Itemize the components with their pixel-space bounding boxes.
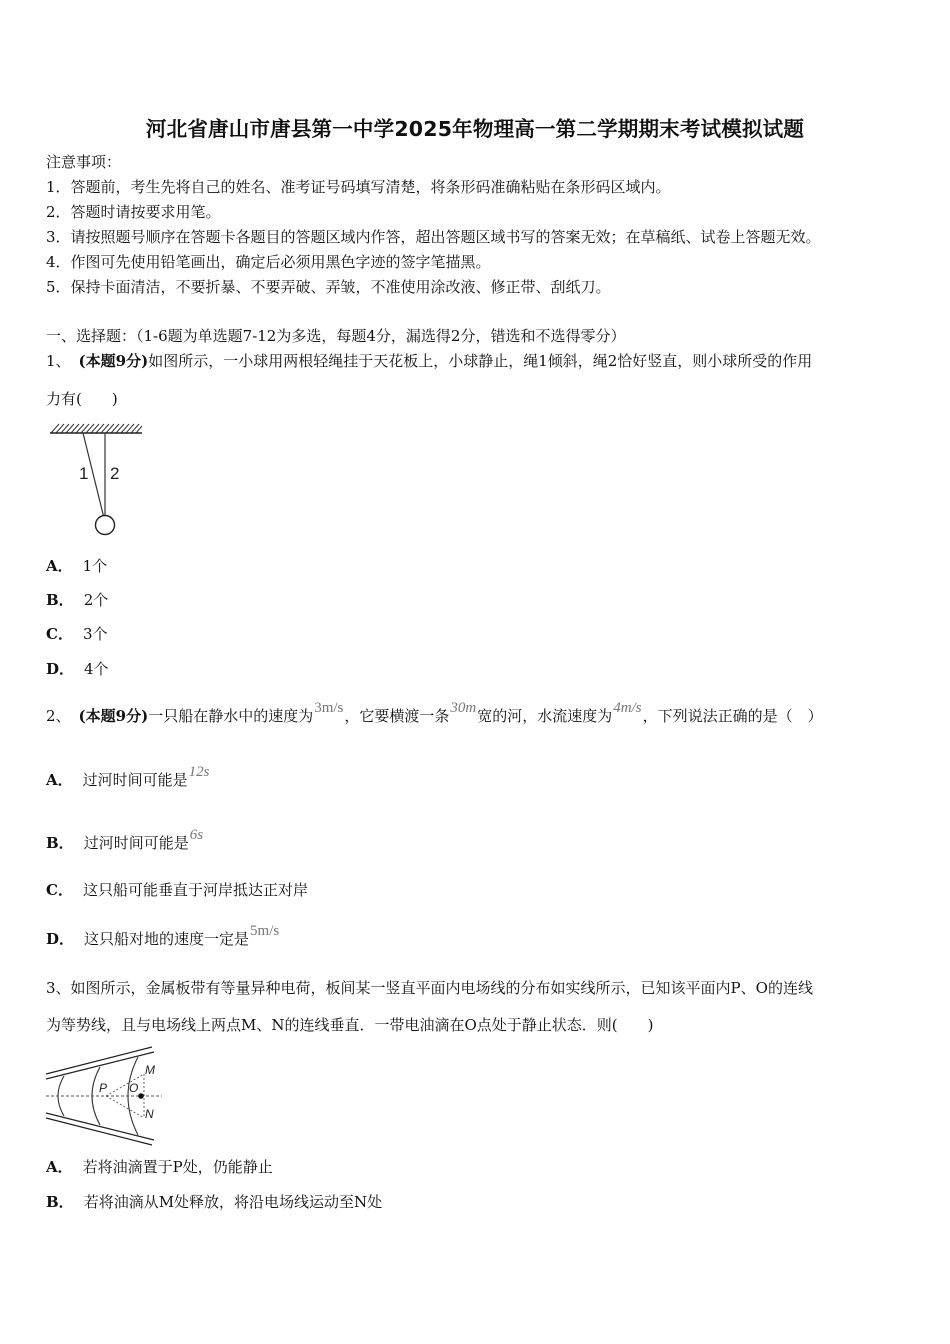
- boat-speed-formula: 3m/s: [314, 700, 344, 716]
- option-text: 2个: [83, 591, 109, 609]
- option-a[interactable]: [46, 1157, 273, 1177]
- option-label: A．: [46, 771, 73, 789]
- option-c[interactable]: [46, 880, 308, 900]
- ceiling-hatch: [50, 424, 142, 433]
- option-label: B．: [46, 591, 74, 609]
- question-score: (本题9分): [78, 707, 149, 725]
- rope-2-label: 2: [110, 464, 120, 483]
- option-text: 过河时间可能是: [83, 834, 189, 852]
- question-stem: 宽的河，水流速度为: [477, 707, 613, 725]
- option-a[interactable]: [46, 556, 107, 576]
- option-a[interactable]: [46, 764, 211, 791]
- option-label: B．: [46, 834, 74, 852]
- option-b[interactable]: [46, 827, 204, 854]
- option-label: A．: [46, 1158, 73, 1176]
- notice-item: 2．答题时请按要求用笔。: [46, 203, 221, 221]
- option-text: 1个: [82, 557, 108, 575]
- question-3-text: [46, 978, 813, 998]
- page-title: 河北省唐山市唐县第一中学2025年物理高一第二学期期末考试模拟试题: [145, 117, 805, 141]
- question-1-text: [46, 351, 812, 371]
- option-formula: 12s: [188, 764, 210, 780]
- question-stem: 如图所示，金属板带有等量异种电荷，板间某一竖直平面内电场线的分布如实线所示，已知该平面内P、O的连线: [70, 979, 813, 997]
- ball: [96, 516, 115, 535]
- option-d[interactable]: [46, 659, 109, 679]
- option-text: 过河时间可能是: [82, 771, 188, 789]
- option-label: C．: [46, 881, 73, 899]
- question-1-text-cont: 力有( ): [46, 390, 118, 408]
- option-text: 若将油滴置于P处，仍能静止: [82, 1158, 273, 1176]
- question-2-text: [46, 700, 823, 727]
- question-number: 1、: [46, 352, 71, 370]
- label-n: N: [145, 1107, 154, 1121]
- option-d[interactable]: [46, 923, 280, 950]
- q3-figure: [44, 1044, 166, 1148]
- rope-1-label: 1: [79, 464, 89, 483]
- option-text: 若将油滴从M处释放，将沿电场线运动至N处: [83, 1193, 383, 1211]
- question-score: (本题9分): [78, 352, 149, 370]
- option-label: D．: [46, 660, 75, 678]
- option-formula: 6s: [189, 827, 204, 843]
- question-stem: 如图所示，一小球用两根轻绳挂于天花板上，小球静止，绳1倾斜，绳2恰好竖直，则小球所受的作用: [148, 352, 813, 370]
- section-heading: 一、选择题：（1-6题为单选题7-12为多选，每题4分，漏选得2分，错选和不选得零分）: [46, 327, 626, 345]
- option-text: 3个: [82, 625, 108, 643]
- label-p: P: [99, 1081, 108, 1095]
- option-label: B．: [46, 1193, 74, 1211]
- question-stem: ，下列说法正确的是（ ）: [642, 707, 823, 725]
- notice-item: 1．答题前，考生先将自己的姓名、准考证号码填写清楚，将条形码准确粘贴在条形码区域内。: [46, 178, 671, 196]
- question-3-text-cont: 为等势线，且与电场线上两点M、N的连线垂直．一带电油滴在O点处于静止状态．则( ): [46, 1016, 654, 1034]
- notice-heading: 注意事项：: [46, 153, 122, 171]
- point-o: [138, 1093, 144, 1099]
- notice-item: 3．请按照题号顺序在答题卡各题目的答题区域内作答，超出答题区域书写的答案无效；在草稿纸、试卷上答题无效。: [46, 228, 821, 246]
- option-b[interactable]: [46, 590, 108, 610]
- option-label: C．: [46, 625, 73, 643]
- option-label: D．: [46, 930, 75, 948]
- option-text: 这只船可能垂直于河岸抵达正对岸: [82, 881, 308, 899]
- question-number: 3、: [46, 979, 71, 997]
- option-formula: 5m/s: [250, 923, 280, 939]
- water-speed-formula: 4m/s: [613, 700, 642, 716]
- option-label: A．: [46, 557, 73, 575]
- question-stem: 一只船在静水中的速度为: [148, 707, 314, 725]
- river-width-formula: 30m: [450, 700, 477, 716]
- label-m: M: [145, 1063, 155, 1077]
- notice-item: 4．作图可先使用铅笔画出，确定后必须用黑色字迹的签字笔描黑。: [46, 253, 491, 271]
- option-b[interactable]: [46, 1192, 382, 1212]
- notice-item: 5．保持卡面清洁，不要折暴、不要弄破、弄皱，不准使用涂改液、修正带、刮纸刀。: [46, 278, 611, 296]
- option-text: 这只船对地的速度一定是: [84, 930, 250, 948]
- question-number: 2、: [46, 707, 71, 725]
- option-text: 4个: [84, 660, 109, 678]
- question-stem: ，它要横渡一条: [344, 707, 450, 725]
- option-c[interactable]: [46, 624, 108, 644]
- label-o: O: [129, 1081, 139, 1095]
- q1-figure: [46, 420, 146, 542]
